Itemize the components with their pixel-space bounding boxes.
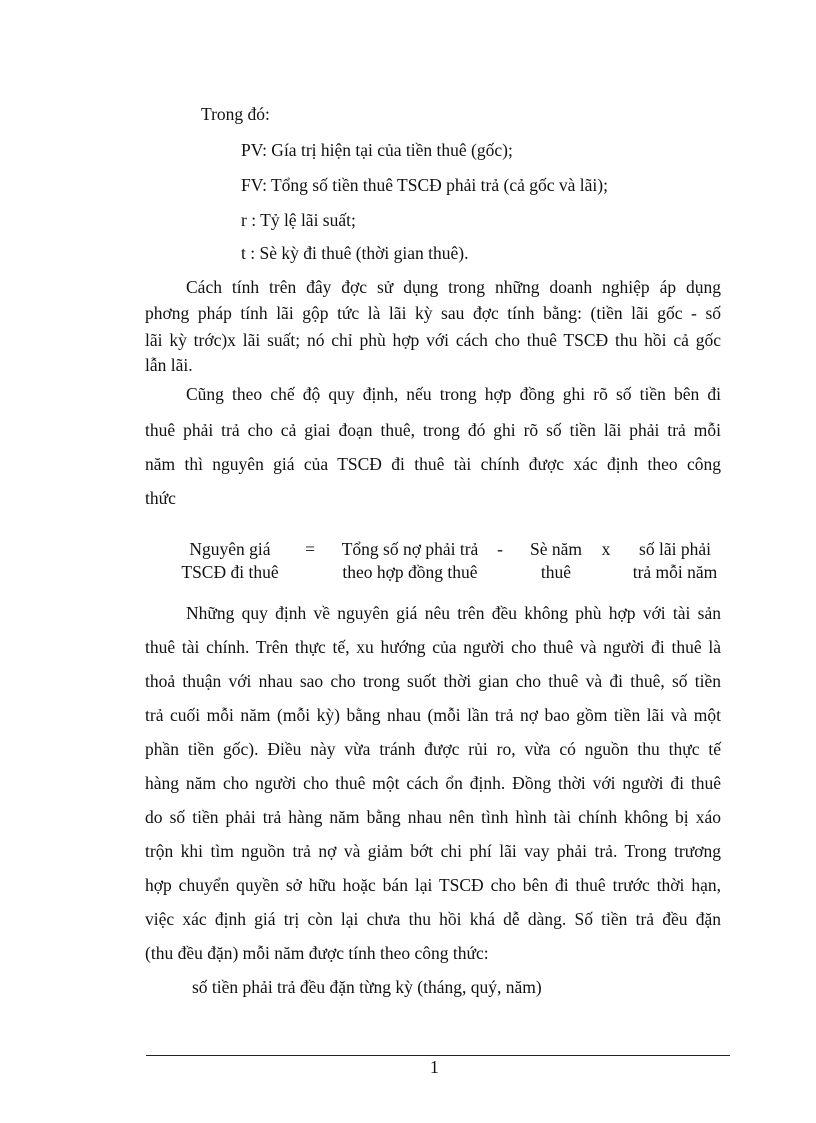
para2-line: thức <box>145 488 176 508</box>
para3-line: việc xác định giá trị còn lại chưa thu hồi khá dễ dàng. Số tiền trả đều đặn <box>145 909 721 929</box>
para3-line: thuê tài chính. Trên thực tế, xu hướng của người cho thuê và người đi thuê là <box>145 637 721 657</box>
para1-line: lãi kỳ trớc)x lãi suất; nó chỉ phù hợp với cách cho thuê TSCĐ thu hồi cả gốc <box>145 330 721 350</box>
formula-term1-line2: TSCĐ đi thuê <box>181 562 279 582</box>
footer-rule <box>146 1055 730 1056</box>
para3-line: Những quy định về nguyên giá nêu trên đều không phù hợp với tài sản <box>186 603 721 623</box>
page-number: 1 <box>430 1057 439 1077</box>
para2-line: Cũng theo chế độ quy định, nếu trong hợp đồng ghi rõ số tiền bên đi <box>186 384 721 404</box>
formula-term2-line2: theo hợp đồng thuê <box>342 562 478 582</box>
formula-term4-line1: số lãi phải <box>639 539 711 559</box>
para1-line: phơng pháp tính lãi gộp tức là lãi kỳ sau đợc tính bằng: (tiền lãi gốc - số <box>145 303 721 323</box>
definition-pv: PV: Gía trị hiện tại của tiền thuê (gốc); <box>241 140 513 160</box>
definition-fv: FV: Tổng số tiền thuê TSCĐ phải trả (cả gốc và lãi); <box>241 175 608 195</box>
definition-r: r : Tỷ lệ lãi suất; <box>241 210 356 230</box>
intro-label: Trong đó: <box>201 104 270 124</box>
formula-term1-line1: Nguyên giá <box>189 539 271 559</box>
para3-line: trả cuối mỗi năm (mỗi kỳ) bằng nhau (mỗi lần trả nợ bao gồm tiền lãi và một <box>145 705 721 725</box>
para1-line: Cách tính trên đây đợc sử dụng trong những doanh nghiệp áp dụng <box>186 277 721 297</box>
para3-line: (thu đều đặn) mỗi năm được tính theo công thức: <box>145 943 489 963</box>
para3-line: hàng năm cho người cho thuê một cách ổn định. Đồng thời với người đi thuê <box>145 773 721 793</box>
para3-line: hợp chuyển quyền sở hữu hoặc bán lại TSCĐ cho bên đi thuê trước thời hạn, <box>145 875 721 895</box>
formula-term3-line2: thuê <box>540 562 572 582</box>
para3-line: do số tiền phải trả hàng năm bằng nhau nên tình hình tài chính không bị xáo <box>145 807 721 827</box>
para3-line: phần tiền gốc). Điều này vừa tránh được rủi ro, vừa có nguồn thu thực tế <box>145 739 721 759</box>
para1-line: lẫn lãi. <box>145 355 193 375</box>
formula-term3-line1: Sè năm <box>529 539 582 559</box>
definition-t: t : Sè kỳ đi thuê (thời gian thuê). <box>241 243 469 263</box>
para2-line: thuê phải trả cho cả giai đoạn thuê, trong đó ghi rõ số tiền lãi phải trả mỗi <box>145 420 721 440</box>
formula-term4-line2: trả mỗi năm <box>632 562 718 582</box>
formula-minus: - <box>497 539 503 559</box>
formula-times: x <box>601 539 611 559</box>
formula-term2-line1: Tổng số nợ phải trả <box>341 539 479 559</box>
para2-line: năm thì nguyên giá của TSCĐ đi thuê tài chính được xác định theo công <box>145 454 721 474</box>
para3-line: trộn khi tìm nguồn trả nợ và giảm bớt chi phí lãi vay phải trả. Trong trương <box>145 841 721 861</box>
para3-line: thoả thuận với nhau sao cho trong suốt thời gian cho thuê và đi thuê, số tiền <box>145 671 721 691</box>
last-line: số tiền phải trả đều đặn từng kỳ (tháng, quý, năm) <box>192 977 542 997</box>
formula-equals: = <box>305 539 315 559</box>
